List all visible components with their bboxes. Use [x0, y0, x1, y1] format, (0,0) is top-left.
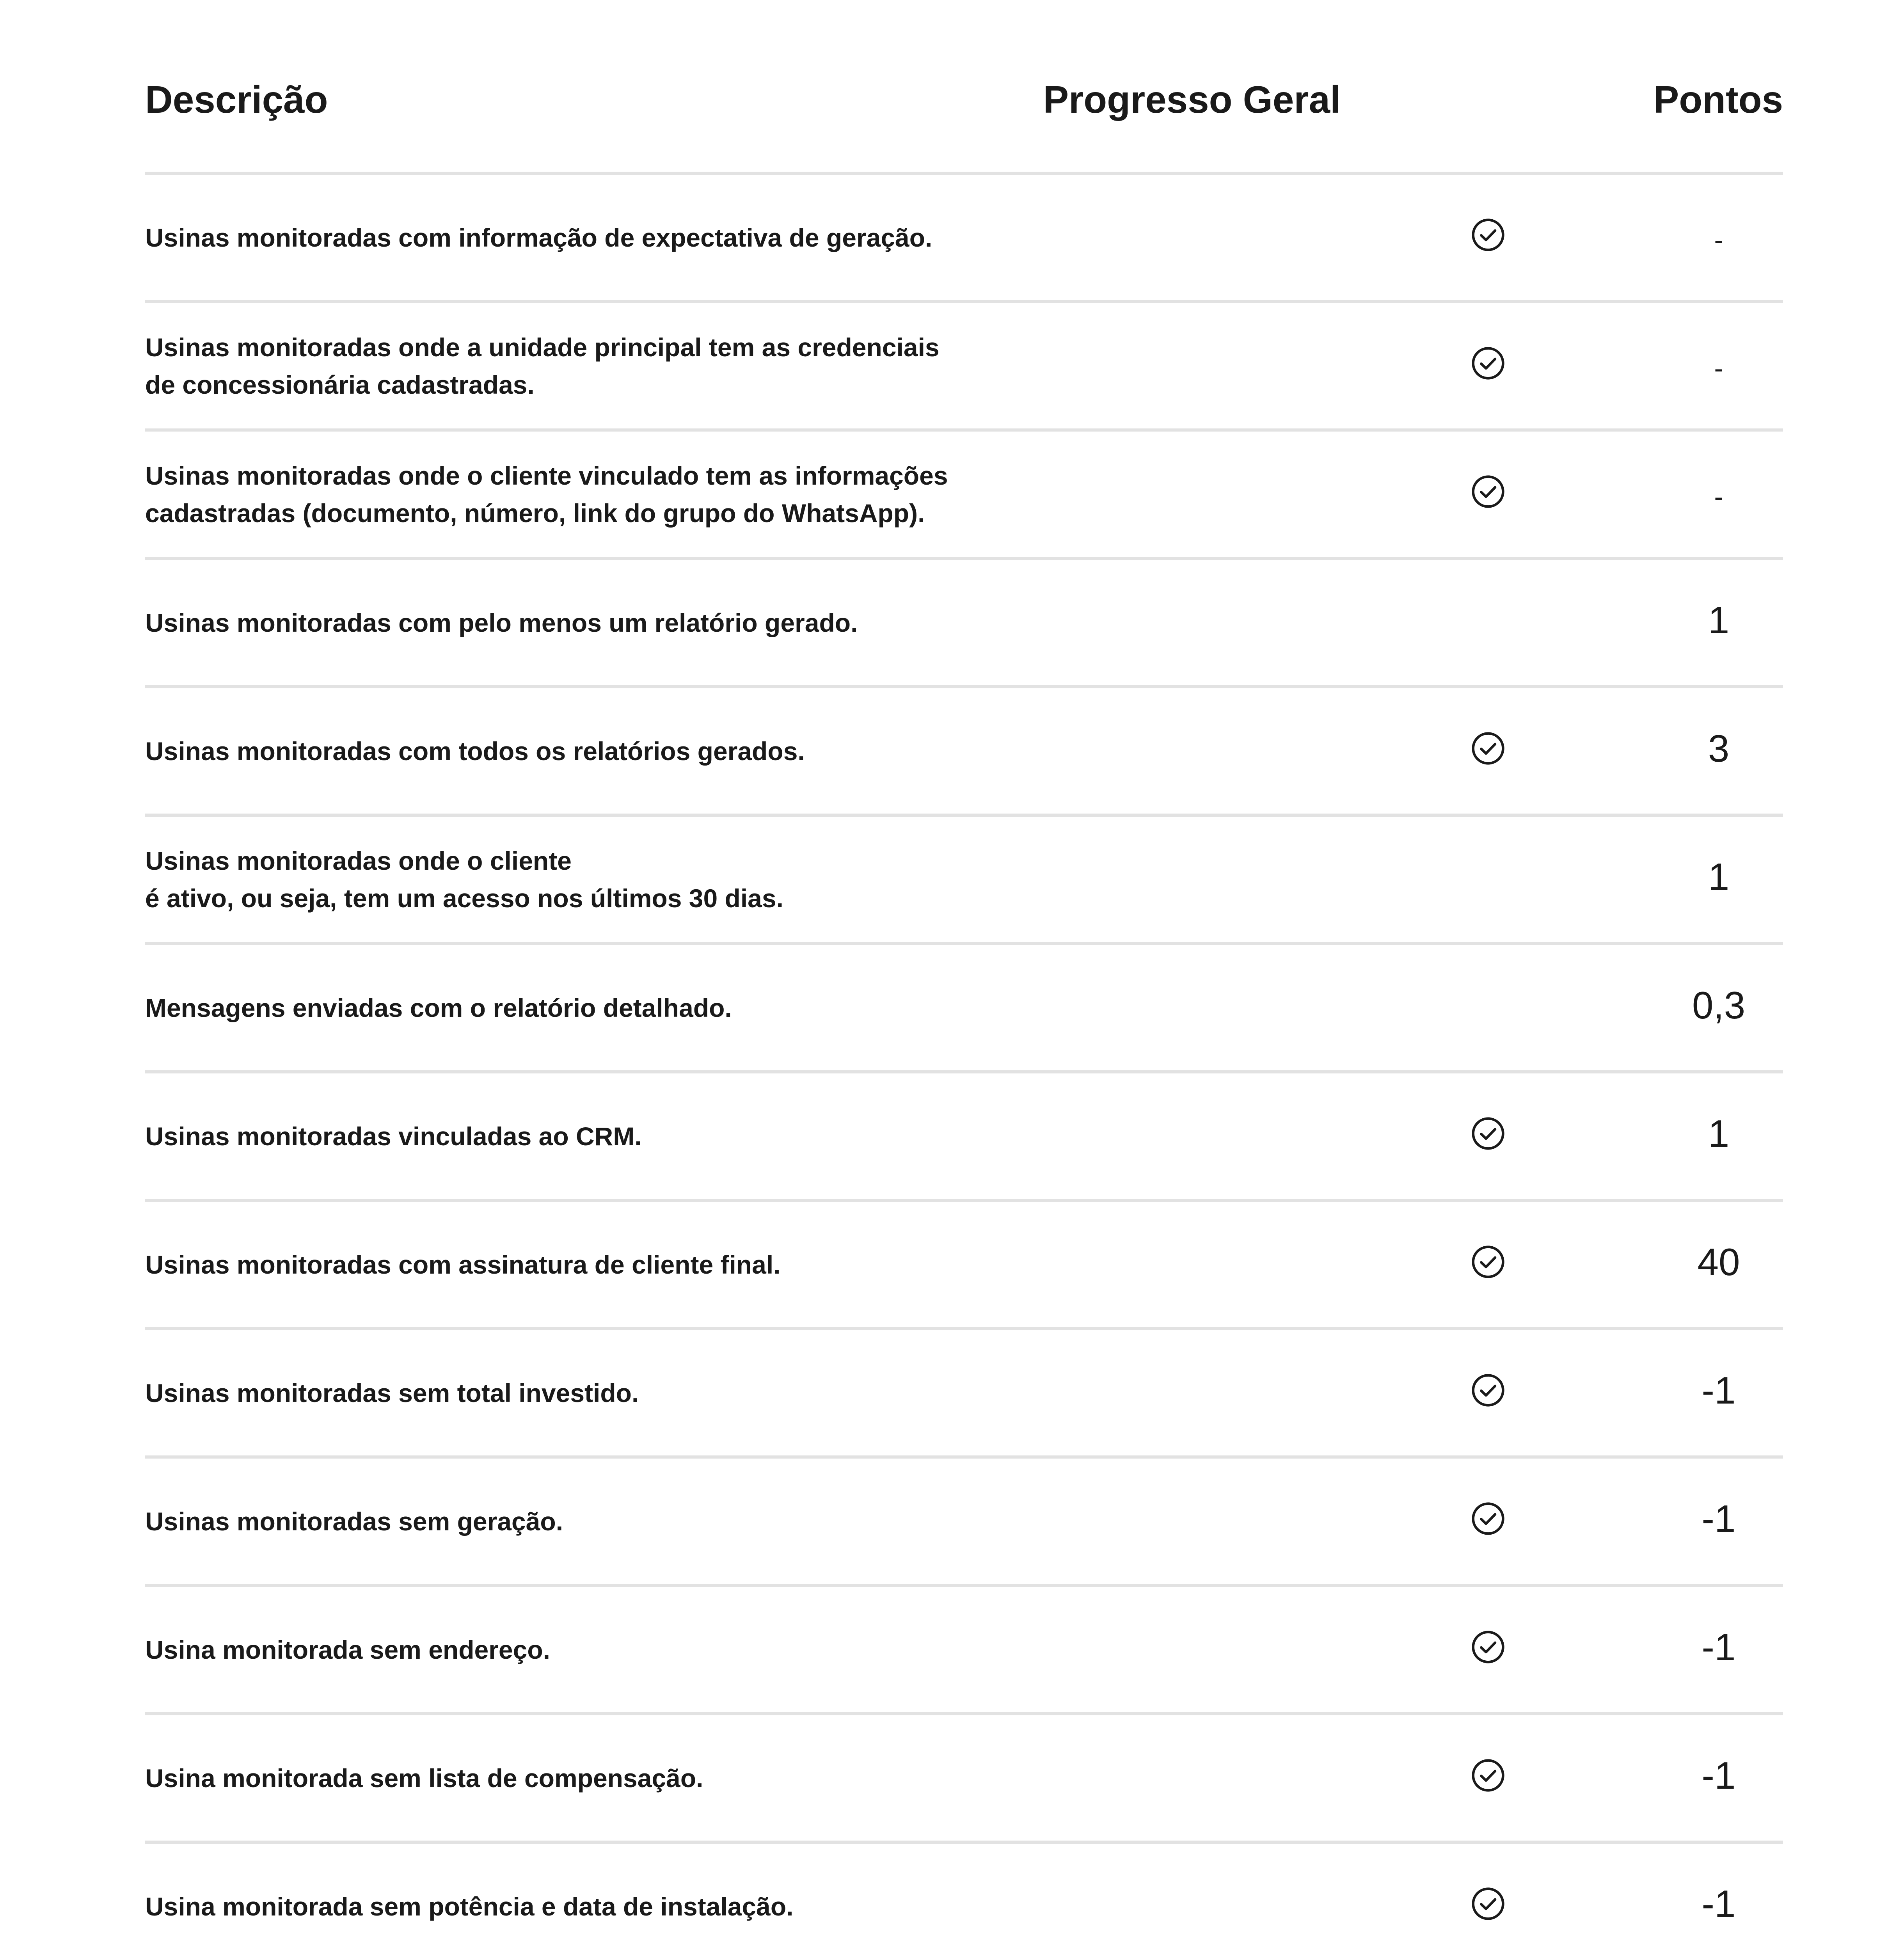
row-points: -1: [1702, 1369, 1736, 1412]
check-circle-icon: [1470, 345, 1506, 381]
row-points: -1: [1702, 1626, 1736, 1669]
table-row: [145, 1459, 1783, 1587]
table-row: [145, 817, 1783, 945]
table-row: [145, 560, 1783, 688]
row-description: Usina monitorada sem endereço.: [145, 1635, 550, 1664]
table-row: [145, 1330, 1783, 1459]
row-description: Usinas monitoradas com todos os relatórios gerados.: [145, 736, 805, 766]
check-circle-icon: [1470, 1501, 1506, 1537]
table-row: [145, 303, 1783, 432]
row-points: 1: [1708, 1112, 1730, 1155]
row-points: -1: [1702, 1754, 1736, 1797]
row-points: -1: [1702, 1882, 1736, 1926]
table-row: [145, 945, 1783, 1073]
table-row: [145, 1844, 1783, 1951]
table-row: [145, 432, 1783, 560]
table-row: [145, 688, 1783, 817]
row-description: Usinas monitoradas onde a unidade principal tem as credenciais de concessionária cadastradas.: [145, 332, 940, 399]
header-points: Pontos: [1653, 78, 1783, 121]
row-description: Usinas monitoradas vinculadas ao CRM.: [145, 1121, 642, 1151]
table-row: [145, 1073, 1783, 1202]
row-points: 3: [1708, 727, 1730, 770]
check-circle-icon: [1470, 730, 1506, 766]
row-points: 0,3: [1692, 984, 1746, 1027]
check-circle-icon: [1470, 217, 1506, 253]
check-circle-icon: [1470, 1244, 1506, 1280]
row-description: Usinas monitoradas onde o cliente vinculado tem as informações cadastradas (documento, número, link do grupo do WhatsApp).: [145, 461, 948, 528]
row-points: -: [1714, 353, 1723, 384]
row-description: Usina monitorada sem lista de compensação.: [145, 1763, 703, 1793]
table-row: [145, 1715, 1783, 1844]
row-description: Usinas monitoradas onde o cliente é ativo, ou seja, tem um acesso nos últimos 30 dias.: [145, 846, 783, 913]
header-description: Descrição: [145, 78, 328, 121]
check-circle-icon: [1470, 1629, 1506, 1665]
row-points: 40: [1697, 1240, 1740, 1284]
row-points: 1: [1708, 855, 1730, 899]
check-circle-icon: [1470, 1757, 1506, 1793]
table-body: [145, 175, 1783, 1951]
row-description: Usinas monitoradas com assinatura de cliente final.: [145, 1250, 781, 1279]
row-description: Usinas monitoradas sem total investido.: [145, 1378, 639, 1407]
row-description: Usina monitorada sem potência e data de instalação.: [145, 1892, 794, 1921]
row-description: Usinas monitoradas com informação de expectativa de geração.: [145, 223, 932, 252]
check-circle-icon: [1470, 1116, 1506, 1151]
table-row: [145, 1202, 1783, 1330]
row-description: Usinas monitoradas com pelo menos um relatório gerado.: [145, 608, 858, 637]
check-circle-icon: [1470, 1886, 1506, 1922]
table-header: [145, 0, 1783, 175]
row-points: 1: [1708, 599, 1730, 642]
row-points: -: [1714, 224, 1723, 255]
check-circle-icon: [1470, 474, 1506, 510]
score-table: [145, 0, 1783, 1951]
row-description: Usinas monitoradas sem geração.: [145, 1507, 563, 1536]
row-description: Mensagens enviadas com o relatório detalhado.: [145, 993, 732, 1022]
row-points: -1: [1702, 1497, 1736, 1541]
table-row: [145, 1587, 1783, 1715]
header-progress: Progresso Geral: [1043, 78, 1341, 121]
check-circle-icon: [1470, 1372, 1506, 1408]
table-row: [145, 175, 1783, 303]
row-points: -: [1714, 481, 1723, 512]
